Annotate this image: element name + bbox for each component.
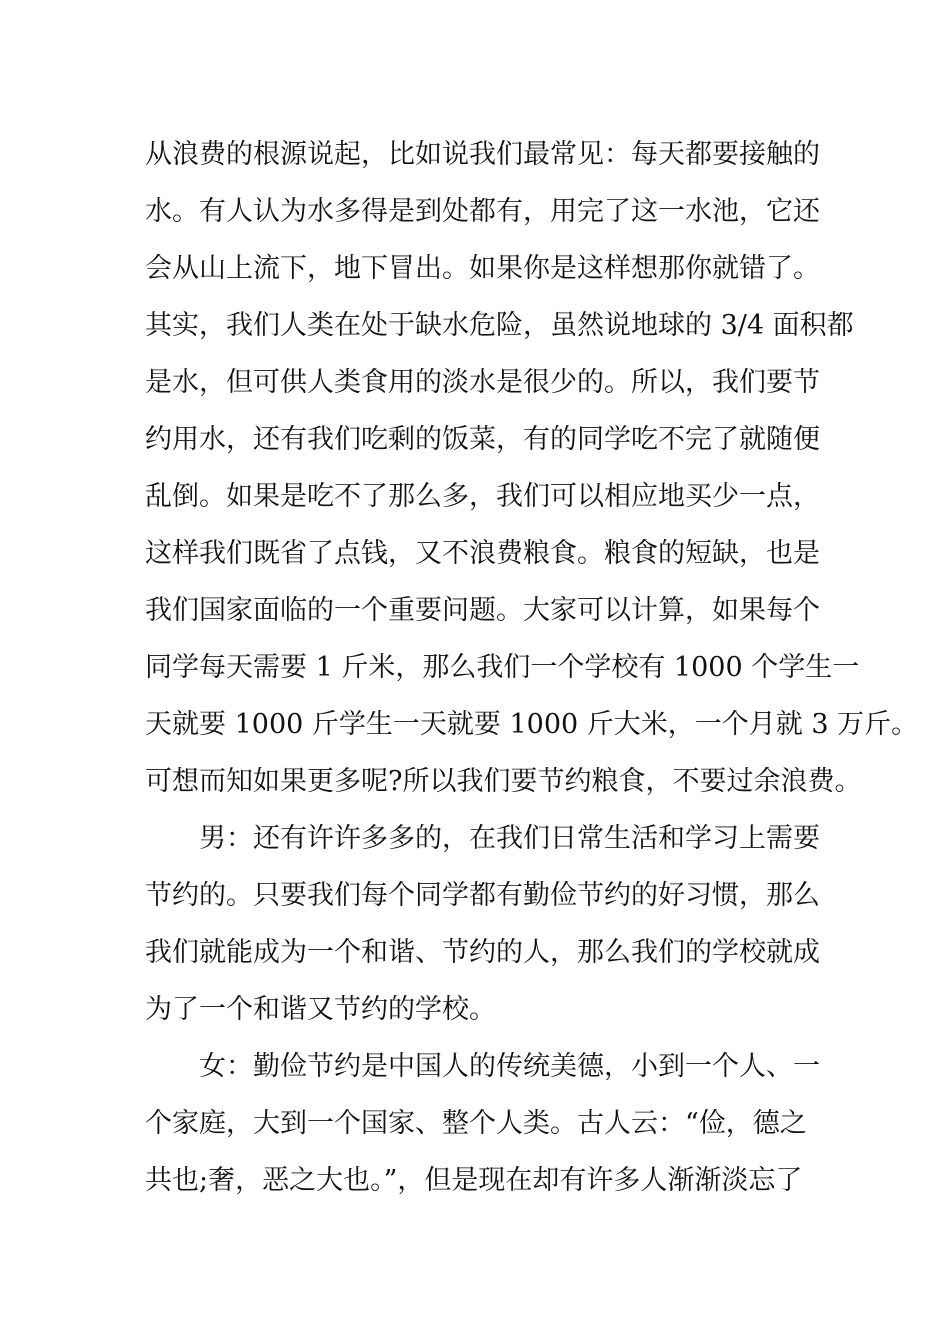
text-line: 我们就能成为一个和谐、节约的人，那么我们的学校就成 xyxy=(145,937,820,968)
text-line: 是水，但可供人类食用的淡水是很少的。所以，我们要节 xyxy=(145,367,820,398)
text-line: 这样我们既省了点钱，又不浪费粮食。粮食的短缺，也是 xyxy=(145,538,820,569)
text-line: 为了一个和谐又节约的学校。 xyxy=(145,994,496,1025)
text-line: 可想而知如果更多呢?所以我们要节约粮食，不要过余浪费。 xyxy=(145,766,862,797)
paragraph-start-line: 男：还有许许多多的，在我们日常生活和学习上需要 xyxy=(199,823,820,854)
text-line: 约用水，还有我们吃剩的饭菜，有的同学吃不完了就随便 xyxy=(145,424,820,455)
text-line: 乱倒。如果是吃不了那么多，我们可以相应地买少一点， xyxy=(145,481,820,512)
text-line: 个家庭，大到一个国家、整个人类。古人云：“俭，德之 xyxy=(145,1108,807,1139)
text-line: 天就要 1000 斤学生一天就要 1000 斤大米，一个月就 3 万斤。 xyxy=(145,709,919,740)
text-line: 节约的。只要我们每个同学都有勤俭节约的好习惯，那么 xyxy=(145,880,820,911)
text-line: 水。有人认为水多得是到处都有，用完了这一水池，它还 xyxy=(145,196,820,227)
text-line: 会从山上流下，地下冒出。如果你是这样想那你就错了。 xyxy=(145,253,820,284)
text-line: 共也;奢，恶之大也。”，但是现在却有许多人渐渐淡忘了 xyxy=(145,1165,803,1196)
text-line: 其实，我们人类在处于缺水危险，虽然说地球的 3/4 面积都 xyxy=(145,310,854,341)
text-line: 从浪费的根源说起，比如说我们最常见：每天都要接触的 xyxy=(145,139,820,170)
text-line: 我们国家面临的一个重要问题。大家可以计算，如果每个 xyxy=(145,595,820,626)
text-line: 同学每天需要 1 斤米，那么我们一个学校有 1000 个学生一 xyxy=(145,652,860,683)
paragraph-start-line: 女：勤俭节约是中国人的传统美德，小到一个人、一 xyxy=(199,1051,820,1082)
document-body xyxy=(145,126,919,1209)
